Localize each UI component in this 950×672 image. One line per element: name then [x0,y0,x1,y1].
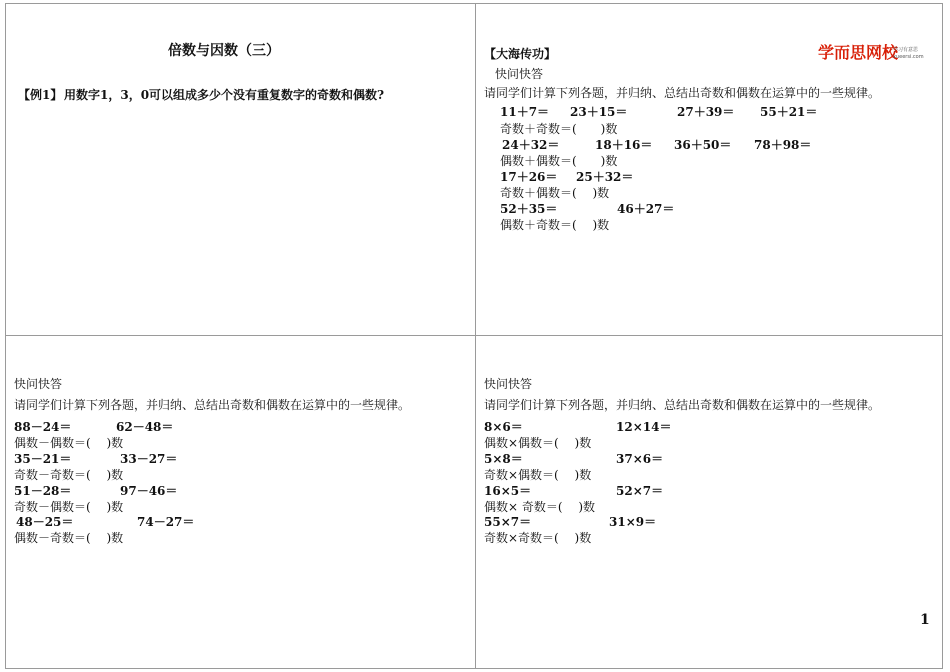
equation: 18＋16＝ [595,138,653,152]
section-heading: 【大海传功】 [484,47,557,61]
quiz-instruction: 请同学们计算下列各题，并归纳、总结出奇数和偶数在运算中的一些规律。 [484,86,881,100]
rule-blank: 偶数＋奇数＝( )数 [500,218,610,232]
equation: 52×7＝ [616,484,664,498]
example-tag: 【例1】 [18,88,63,102]
equation: 55＋21＝ [760,105,818,119]
equation: 8×6＝ [484,420,523,434]
quiz-instruction: 请同学们计算下列各题，并归纳、总结出奇数和偶数在运算中的一些规律。 [484,398,881,412]
rule-blank: 偶数×偶数＝( )数 [484,436,592,450]
equation: 52＋35＝ [500,202,558,216]
example-text: 用数字1，3，0可以组成多少个没有重复数字的奇数和偶数? [64,88,385,102]
equation: 51－28＝ [14,484,72,498]
equation: 17＋26＝ [500,170,558,184]
rule-blank: 偶数－偶数＝( )数 [14,436,124,450]
equation: 62－48＝ [116,420,174,434]
equation: 37×6＝ [616,452,664,466]
rule-blank: 奇数×偶数＝( )数 [484,468,592,482]
rule-blank: 奇数－偶数＝( )数 [14,500,124,514]
rule-blank: 偶数× 奇数＝( )数 [484,500,596,514]
quiz-heading: 快问快答 [484,377,533,391]
equation: 23＋15＝ [570,105,628,119]
equation: 55×7＝ [484,515,532,529]
rule-blank: 偶数－奇数＝( )数 [14,531,124,545]
equation: 5×8＝ [484,452,523,466]
page-title: 倍数与因数（三） [168,43,280,59]
equation: 46＋27＝ [617,202,675,216]
vertical-divider [475,3,476,669]
brand-logo-subtitle: 学习有意思 [893,47,919,53]
equation: 33－27＝ [120,452,178,466]
rule-blank: 偶数＋偶数＝( )数 [500,154,618,168]
rule-blank: 奇数－奇数＝( )数 [14,468,124,482]
rule-blank: 奇数×奇数＝( )数 [484,531,592,545]
rule-blank: 奇数＋奇数＝( )数 [500,122,618,136]
equation: 48－25＝ [16,515,74,529]
quiz-instruction: 请同学们计算下列各题，并归纳、总结出奇数和偶数在运算中的一些规律。 [14,398,411,412]
quiz-heading: 快问快答 [495,67,544,81]
brand-logo-url: xueersi.com [893,54,924,60]
equation: 36＋50＝ [674,138,732,152]
rule-blank: 奇数＋偶数＝( )数 [500,186,610,200]
equation: 78＋98＝ [754,138,812,152]
page-number: 1 [920,612,930,628]
quiz-heading: 快问快答 [14,377,63,391]
equation: 97－46＝ [120,484,178,498]
equation: 12×14＝ [616,420,672,434]
horizontal-divider [5,335,943,336]
equation: 74－27＝ [137,515,195,529]
equation: 31×9＝ [609,515,657,529]
slide-frame [5,3,943,669]
equation: 35－21＝ [14,452,72,466]
equation: 27＋39＝ [677,105,735,119]
equation: 25＋32＝ [576,170,634,184]
equation: 88－24＝ [14,420,72,434]
equation: 24＋32＝ [502,138,560,152]
equation: 16×5＝ [484,484,532,498]
brand-logo: 学而思网校 [818,43,899,62]
equation: 11＋7＝ [500,105,550,119]
